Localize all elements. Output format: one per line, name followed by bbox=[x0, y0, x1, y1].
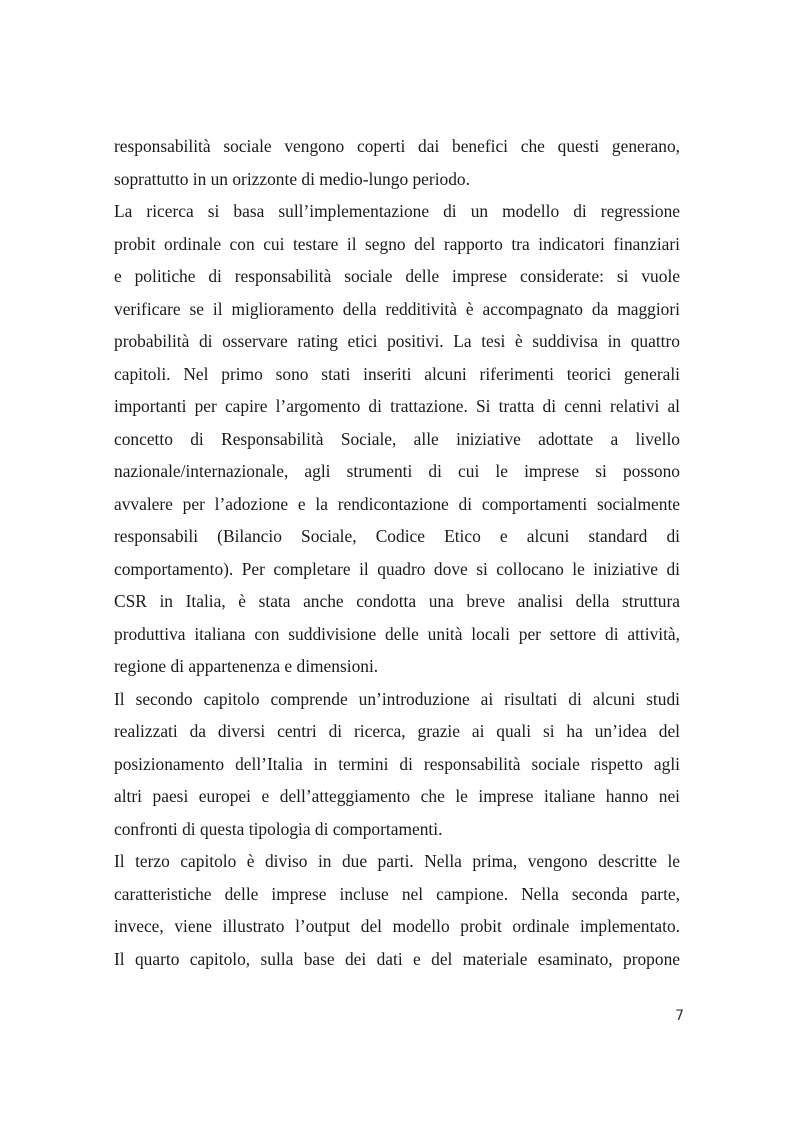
text-line: realizzati da diversi centri di ricerca, grazie ai quali si ha un’idea del bbox=[114, 721, 680, 741]
text-line: nazionale/internazionale, agli strumenti di cui le imprese si possono bbox=[114, 461, 680, 481]
text-line: importanti per capire l’argomento di trattazione. Si tratta di cenni relativi al bbox=[114, 396, 680, 416]
text-line: produttiva italiana con suddivisione delle unità locali per settore di attività, bbox=[114, 623, 680, 644]
text-line: Il quarto capitolo, sulla base dei dati e del materiale esaminato, propone bbox=[114, 948, 680, 969]
text-line: verificare se il miglioramento della redditività è accompagnato da maggiori bbox=[114, 298, 680, 319]
text-line: confronti di questa tipologia di comportamenti. bbox=[114, 818, 443, 839]
text-line: probit ordinale con cui testare il segno del rapporto tra indicatori finanziari bbox=[114, 233, 680, 254]
text-line: La ricerca si basa sull’implementazione di un modello di regressione bbox=[114, 201, 680, 221]
text-line: responsabilità sociale vengono coperti dai benefici che questi generano, bbox=[114, 136, 680, 156]
text-line: avvalere per l’adozione e la rendicontazione di comportamenti socialmente bbox=[114, 493, 680, 514]
body-text bbox=[114, 130, 680, 975]
text-line: caratteristiche delle imprese incluse nel campione. Nella seconda parte, bbox=[114, 883, 680, 904]
text-line: CSR in Italia, è stata anche condotta una breve analisi della struttura bbox=[114, 591, 680, 611]
text-line: Il secondo capitolo comprende un’introduzione ai risultati di alcuni studi bbox=[114, 688, 680, 709]
text-line: regione di appartenenza e dimensioni. bbox=[114, 656, 379, 676]
text-line: e politiche di responsabilità sociale delle imprese considerate: si vuole bbox=[114, 266, 680, 286]
text-line: responsabili (Bilancio Sociale, Codice Etico e alcuni standard di bbox=[114, 526, 680, 546]
text-line: posizionamento dell’Italia in termini di responsabilità sociale rispetto agli bbox=[114, 753, 680, 774]
text-line: capitoli. Nel primo sono stati inseriti alcuni riferimenti teorici generali bbox=[114, 363, 680, 384]
text-line: Il terzo capitolo è diviso in due parti. Nella prima, vengono descritte le bbox=[114, 851, 680, 871]
text-line: soprattutto in un orizzonte di medio-lungo periodo. bbox=[114, 168, 470, 189]
text-line: altri paesi europei e dell’atteggiamento che le imprese italiane hanno nei bbox=[114, 786, 680, 806]
text-line: comportamento). Per completare il quadro dove si collocano le iniziative di bbox=[114, 558, 680, 579]
text-line: concetto di Responsabilità Sociale, alle iniziative adottate a livello bbox=[114, 428, 680, 449]
text-line: probabilità di osservare rating etici positivi. La tesi è suddivisa in quattro bbox=[114, 331, 680, 351]
text-line: invece, viene illustrato l’output del modello probit ordinale implementato. bbox=[114, 916, 680, 936]
page-number: 7 bbox=[675, 1008, 684, 1024]
